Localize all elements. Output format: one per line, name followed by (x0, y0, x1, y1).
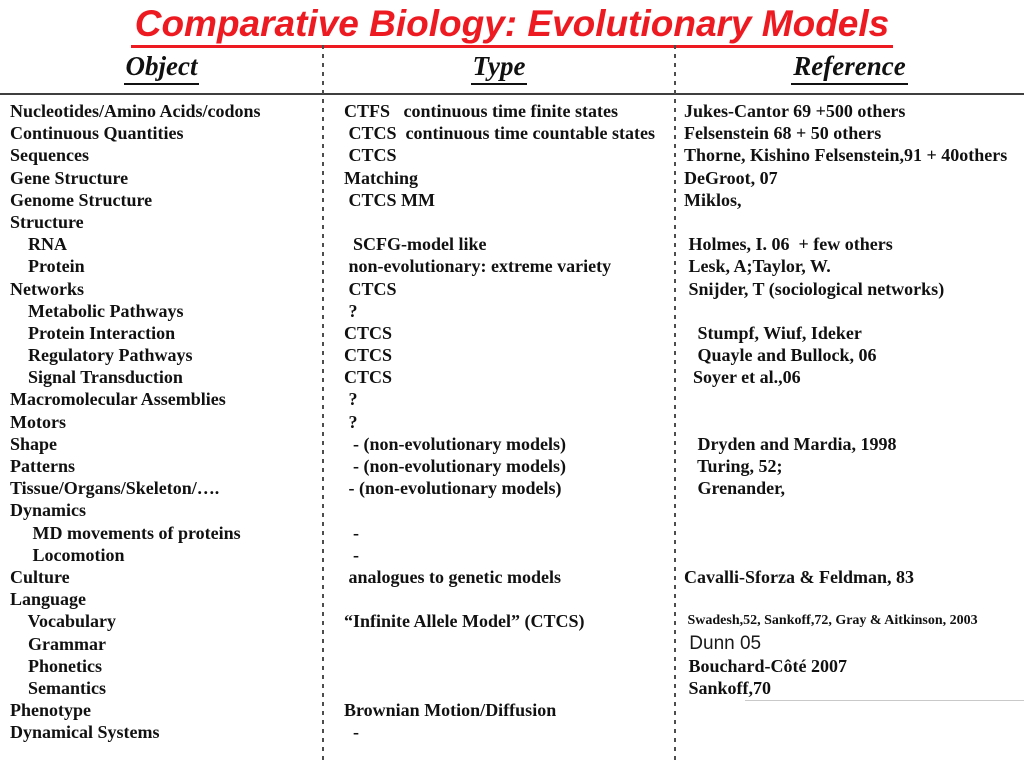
reference-cell: Turing, 52; (684, 456, 783, 476)
reference-cell: Grenander, (684, 478, 786, 499)
object-cell: Dynamics (10, 500, 86, 521)
object-cell: Culture (10, 566, 70, 587)
type-cell: - (non-evolutionary models) (344, 456, 566, 476)
table-row (0, 167, 1024, 189)
reference-cell (684, 499, 1022, 521)
object-cell: Language (10, 589, 87, 610)
type-cell: - (344, 544, 359, 565)
table-row (0, 122, 1024, 144)
type-cell: ? (344, 389, 358, 410)
table-row (0, 278, 1024, 300)
object-cell: Protein (10, 256, 85, 277)
object-cell: Vocabulary (10, 611, 117, 632)
type-cell (344, 211, 672, 233)
table-row (0, 255, 1024, 277)
object-cell: Motors (10, 411, 66, 432)
table-row (0, 411, 1024, 433)
type-cell: Matching (344, 167, 418, 188)
reference-cell (684, 721, 1022, 743)
type-cell: CTCS (344, 367, 393, 388)
object-cell: Regulatory Pathways (10, 345, 193, 366)
reference-cell: Thorne, Kishino Felsenstein,91 + 40others (684, 145, 1008, 166)
type-cell: ? (344, 300, 358, 321)
reference-cell (684, 300, 1022, 322)
type-cell (344, 588, 672, 610)
table-row (0, 322, 1024, 344)
reference-cell (684, 211, 1022, 233)
reference-cell: DeGroot, 07 (684, 167, 778, 188)
table-row (0, 588, 1024, 610)
reference-cell (684, 411, 1022, 433)
reference-cell: Felsenstein 68 + 50 others (684, 123, 882, 144)
type-cell: - (344, 722, 359, 743)
reference-cell: Stumpf, Wiuf, Ideker (684, 322, 862, 343)
table-row (0, 633, 1024, 655)
table-row (0, 433, 1024, 455)
table-row (0, 499, 1024, 521)
type-cell: CTCS continuous time countable states (344, 123, 656, 144)
header-divider-line (0, 93, 1024, 95)
table-row (0, 344, 1024, 366)
table-row (0, 388, 1024, 410)
object-cell: Tissue/Organs/Skeleton/…. (10, 478, 220, 499)
table-body (0, 100, 1024, 743)
table-row (0, 233, 1024, 255)
reference-cell: Holmes, I. 06 + few others (684, 234, 893, 255)
type-cell: - (344, 522, 359, 543)
type-cell: ? (344, 411, 358, 432)
object-cell: Nucleotides/Amino Acids/codons (10, 101, 261, 121)
object-cell: MD movements of proteins (10, 522, 241, 543)
object-cell: Macromolecular Assemblies (10, 389, 226, 410)
table-row (0, 455, 1024, 477)
table-row (0, 655, 1024, 677)
table-row (0, 477, 1024, 499)
type-cell (344, 655, 672, 677)
table-row (0, 211, 1024, 233)
object-cell: RNA (10, 234, 67, 255)
column-header-type: Type (323, 50, 675, 85)
object-cell: Patterns (10, 456, 75, 476)
reference-cell: Lesk, A;Taylor, W. (684, 256, 831, 277)
table-row (0, 677, 1024, 699)
type-cell: CTCS (344, 345, 393, 366)
type-cell (344, 633, 672, 655)
table-row (0, 144, 1024, 166)
type-cell: CTCS (344, 278, 397, 299)
type-cell (344, 677, 672, 699)
object-cell: Gene Structure (10, 167, 129, 188)
object-cell: Protein Interaction (10, 322, 176, 343)
table-row (0, 699, 1024, 721)
table-row (0, 300, 1024, 322)
reference-cell (684, 588, 1022, 610)
type-cell: “Infinite Allele Model” (CTCS) (344, 611, 585, 632)
type-cell: CTCS MM (344, 189, 435, 210)
reference-cell: Sankoff,70 (684, 677, 772, 698)
object-cell: Genome Structure (10, 189, 153, 210)
reference-cell: Dunn 05 (684, 632, 762, 654)
type-cell: non-evolutionary: extreme variety (344, 256, 612, 277)
table-header-row (0, 50, 1024, 92)
table-row (0, 721, 1024, 743)
object-cell: Sequences (10, 145, 90, 166)
reference-cell: Bouchard-Côté 2007 (684, 655, 847, 676)
object-cell: Networks (10, 278, 84, 299)
reference-cell: Snijder, T (sociological networks) (684, 278, 945, 299)
type-cell (344, 499, 672, 521)
object-cell: Locomotion (10, 544, 125, 565)
reference-cell: Miklos, (684, 189, 742, 210)
reference-cell (684, 544, 1022, 566)
reference-cell: Soyer et al.,06 (684, 367, 801, 388)
type-cell: - (non-evolutionary models) (344, 478, 562, 499)
reference-cell: Dryden and Mardia, 1998 (684, 433, 897, 454)
type-cell: Brownian Motion/Diffusion (344, 700, 557, 721)
type-cell: CTCS (344, 145, 397, 166)
title-container (0, 4, 1024, 48)
table-row (0, 189, 1024, 211)
reference-cell: Quayle and Bullock, 06 (684, 345, 877, 366)
type-cell: analogues to genetic models (344, 566, 561, 587)
table-row (0, 610, 1024, 632)
table-row (0, 522, 1024, 544)
object-cell: Phonetics (10, 655, 102, 676)
slide-title: Comparative Biology: Evolutionary Models (131, 4, 894, 48)
column-header-reference: Reference (675, 50, 1024, 85)
reference-cell: Swadesh,52, Sankoff,72, Gray & Aitkinson, 2003 (684, 613, 978, 629)
type-cell: CTFS continuous time finite states (344, 101, 618, 121)
table-row (0, 544, 1024, 566)
reference-cell (684, 388, 1022, 410)
object-cell: Structure (10, 211, 84, 232)
reference-cell (684, 699, 1022, 721)
object-cell: Signal Transduction (10, 367, 183, 388)
object-cell: Metabolic Pathways (10, 300, 184, 321)
object-cell: Semantics (10, 677, 106, 698)
table-row (0, 566, 1024, 588)
type-cell: - (non-evolutionary models) (344, 433, 566, 454)
object-cell: Dynamical Systems (10, 722, 160, 743)
reference-cell: Cavalli-Sforza & Feldman, 83 (684, 566, 914, 587)
reference-cell (684, 522, 1022, 544)
object-cell: Grammar (10, 633, 106, 654)
column-header-object: Object (0, 50, 323, 85)
object-cell: Phenotype (10, 700, 91, 721)
reference-cell: Jukes-Cantor 69 +500 others (684, 101, 906, 121)
table-row (0, 100, 1024, 122)
table-row (0, 366, 1024, 388)
type-cell: CTCS (344, 322, 393, 343)
type-cell: SCFG-model like (344, 234, 487, 255)
object-cell: Shape (10, 433, 58, 454)
object-cell: Continuous Quantities (10, 123, 184, 144)
